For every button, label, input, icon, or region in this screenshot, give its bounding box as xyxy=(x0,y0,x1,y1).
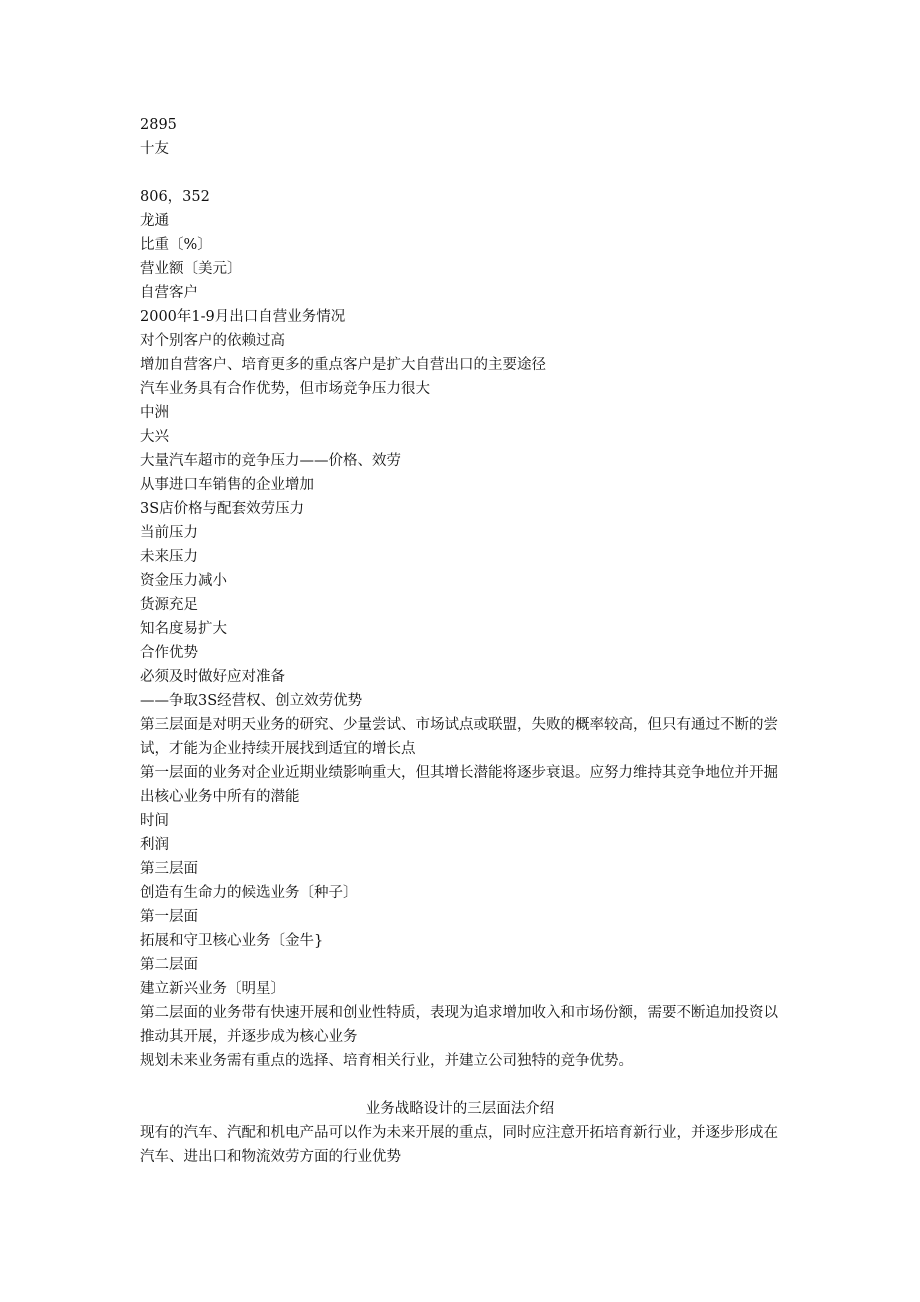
text-line: 规划未来业务需有重点的选择、培育相关行业，并建立公司独特的竞争优势。 xyxy=(140,1053,633,1069)
text-line: 十友 xyxy=(140,141,169,157)
text-line: 汽车业务具有合作优势，但市场竞争压力很大 xyxy=(140,381,430,397)
text-line: 第一层面 xyxy=(140,909,198,925)
text-line: 建立新兴业务〔明星〕 xyxy=(140,981,285,997)
text-line: 增加自营客户、培育更多的重点客户是扩大自营出口的主要途径 xyxy=(140,357,546,373)
text-line: 资金压力减小 xyxy=(140,573,227,589)
section-heading: 业务战略设计的三层面法介绍 xyxy=(365,1101,555,1117)
text-line: 从事进口车销售的企业增加 xyxy=(140,477,314,493)
text-line: 第三层面 xyxy=(140,861,198,877)
text-line: 2000年1-9月出口自营业务情况 xyxy=(140,309,346,325)
paragraph-third-layer: 第三层面是对明天业务的研究、少量尝试、市场试点或联盟，失败的概率较高，但只有通过不断的尝试，才能为企业持续开展找到适宜的增长点 xyxy=(140,717,778,757)
text-line: ——争取3S经营权、创立效劳优势 xyxy=(140,693,363,709)
text-line: 营业额〔美元〕 xyxy=(140,261,242,277)
text-line: 第二层面 xyxy=(140,957,198,973)
text-line: 大兴 xyxy=(140,429,169,445)
blank-line xyxy=(140,1073,780,1097)
text-line: 自营客户 xyxy=(140,285,198,301)
text-line: 创造有生命力的候选业务〔种子〕 xyxy=(140,885,358,901)
text-line: 当前压力 xyxy=(140,525,198,541)
text-line: 大量汽车超市的竞争压力——价格、效劳 xyxy=(140,453,401,469)
text-line: 货源充足 xyxy=(140,597,198,613)
paragraph-final: 现有的汽车、汽配和机电产品可以作为未来开展的重点，同时应注意开拓培育新行业，并逐步形成在汽车、进出口和物流效劳方面的行业优势 xyxy=(140,1125,778,1165)
document-page xyxy=(140,113,780,1169)
text-line: 比重〔%〕 xyxy=(140,237,212,253)
text-line: 2895 xyxy=(140,117,177,133)
text-line: 龙通 xyxy=(140,213,169,229)
text-line: 时间 xyxy=(140,813,169,829)
text-line: 合作优势 xyxy=(140,645,198,661)
text-line: 对个别客户的依赖过高 xyxy=(140,333,285,349)
text-line: 利润 xyxy=(140,837,169,853)
text-line: 必须及时做好应对准备 xyxy=(140,669,285,685)
blank-line xyxy=(140,161,780,185)
text-line: 拓展和守卫核心业务〔金牛} xyxy=(140,933,324,949)
text-line: 3S店价格与配套效劳压力 xyxy=(140,501,305,517)
paragraph-first-layer: 第一层面的业务对企业近期业绩影响重大，但其增长潜能将逐步衰退。应努力维持其竞争地位并开掘出核心业务中所有的潜能 xyxy=(140,765,778,805)
text-line: 中洲 xyxy=(140,405,169,421)
paragraph-second-layer: 第二层面的业务带有快速开展和创业性特质，表现为追求增加收入和市场份额，需要不断追加投资以推动其开展，并逐步成为核心业务 xyxy=(140,1005,778,1045)
text-line: 未来压力 xyxy=(140,549,198,565)
text-line: 806，352 xyxy=(140,189,210,205)
text-line: 知名度易扩大 xyxy=(140,621,227,637)
